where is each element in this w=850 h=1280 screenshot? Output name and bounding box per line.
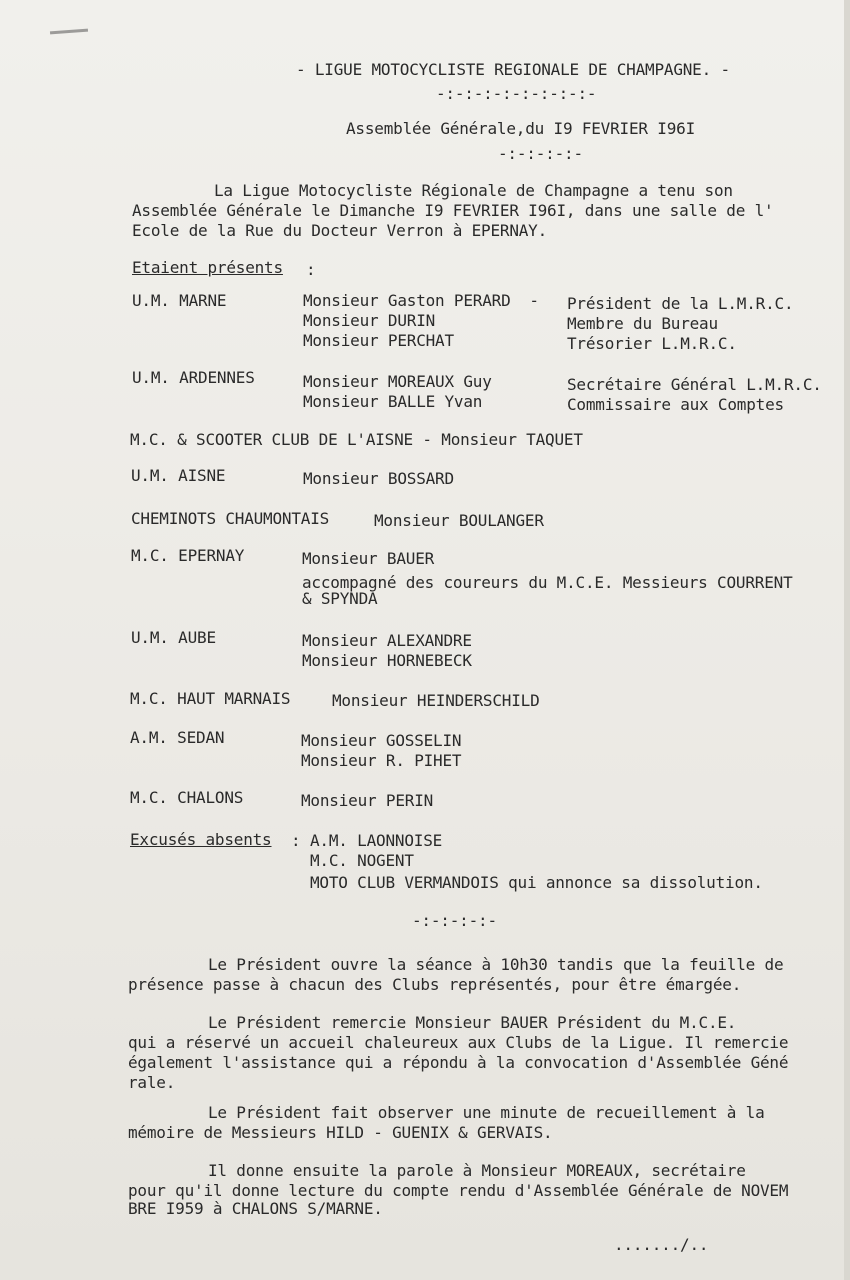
paper-edge [844, 0, 850, 1280]
paragraph-line: qui a réservé un accueil chaleureux aux Clubs de la Ligue. Il remercie [128, 1033, 789, 1052]
present-colon: : [306, 260, 316, 279]
paragraph-line: présence passe à chacun des Clubs représentés, pour être émargée. [128, 975, 742, 994]
club-name: A.M. SEDAN [130, 728, 225, 747]
league-title: - LIGUE MOTOCYCLISTE REGIONALE DE CHAMPAGNE. - [296, 60, 730, 79]
intro-line: La Ligue Motocycliste Régionale de Champagne a tenu son [214, 181, 733, 200]
paragraph-line: mémoire de Messieurs HILD - GUENIX & GERVAIS. [128, 1123, 553, 1142]
attendee-role: Trésorier L.M.R.C. [567, 334, 737, 353]
club-name: M.C. HAUT MARNAIS [130, 689, 291, 708]
attendee-role: Secrétaire Général L.M.R.C. [567, 375, 822, 394]
attendee: Monsieur PERIN [301, 791, 434, 810]
absent-colon: : [291, 831, 301, 850]
club-name: U.M. ARDENNES [132, 368, 255, 387]
paragraph-line: rale. [128, 1073, 176, 1092]
continuation-mark: ......./.. [614, 1235, 709, 1254]
paragraph-line: Le Président ouvre la séance à 10h30 tandis que la feuille de [208, 955, 784, 974]
ink-mark [50, 29, 88, 35]
separator: -:-:-:-:- [412, 911, 497, 930]
attendee-role: Président de la L.M.R.C. [567, 294, 794, 313]
paragraph-line: également l'assistance qui a répondu à la convocation d'Assemblée Géné [128, 1053, 789, 1072]
club-name: U.M. MARNE [132, 291, 227, 310]
attendee: Monsieur BOSSARD [303, 469, 454, 488]
attendee: Monsieur MOREAUX Guy [303, 372, 492, 391]
absent-club: A.M. LAONNOISE [310, 831, 443, 850]
club-name: M.C. CHALONS [130, 788, 244, 807]
attendee: Monsieur PERCHAT [303, 331, 454, 350]
attendee: Monsieur ALEXANDRE [302, 631, 472, 650]
separator: -:-:-:-:- [498, 144, 583, 163]
attendee: Monsieur R. PIHET [301, 751, 462, 770]
club-name: U.M. AUBE [131, 628, 216, 647]
attendee: Monsieur HEINDERSCHILD [332, 691, 540, 710]
attendee-line: M.C. & SCOOTER CLUB DE L'AISNE - Monsieur TAQUET [130, 430, 583, 449]
attendee: Monsieur BALLE Yvan [303, 392, 483, 411]
intro-line: Assemblée Générale le Dimanche I9 FEVRIER I96I, dans une salle de l' [132, 201, 774, 220]
club-name: CHEMINOTS CHAUMONTAIS [131, 509, 330, 528]
attendee: accompagné des coureurs du M.C.E. Messieurs COURRENT [302, 573, 793, 592]
club-name: M.C. EPERNAY [131, 546, 245, 565]
paragraph-line: Le Président remercie Monsieur BAUER Président du M.C.E. [208, 1013, 737, 1032]
attendee: Monsieur HORNEBECK [302, 651, 472, 670]
attendee: Monsieur Gaston PERARD - [303, 291, 539, 310]
absent-club: MOTO CLUB VERMANDOIS qui annonce sa dissolution. [310, 873, 763, 892]
attendee: Monsieur DURIN [303, 311, 436, 330]
paragraph-line: pour qu'il donne lecture du compte rendu d'Assemblée Générale de NOVEM [128, 1181, 789, 1200]
attendee-role: Membre du Bureau [567, 314, 718, 333]
paragraph-line: Le Président fait observer une minute de recueillement à la [208, 1103, 765, 1122]
absent-club: M.C. NOGENT [310, 851, 414, 870]
present-heading: Etaient présents [132, 258, 283, 277]
attendee: & SPYNDA [302, 589, 378, 608]
attendee: Monsieur GOSSELIN [301, 731, 462, 750]
paragraph-line: BRE I959 à CHALONS S/MARNE. [128, 1199, 383, 1218]
paragraph-line: Il donne ensuite la parole à Monsieur MOREAUX, secrétaire [208, 1161, 746, 1180]
club-name: U.M. AISNE [131, 466, 226, 485]
attendee-role: Commissaire aux Comptes [567, 395, 784, 414]
meeting-title: Assemblée Générale,du I9 FEVRIER I96I [346, 119, 696, 138]
attendee: Monsieur BOULANGER [374, 511, 544, 530]
absent-heading: Excusés absents [130, 830, 272, 849]
intro-line: Ecole de la Rue du Docteur Verron à EPERNAY. [132, 221, 548, 240]
separator: -:-:-:-:-:-:-:-:- [436, 84, 597, 103]
attendee: Monsieur BAUER [302, 549, 435, 568]
